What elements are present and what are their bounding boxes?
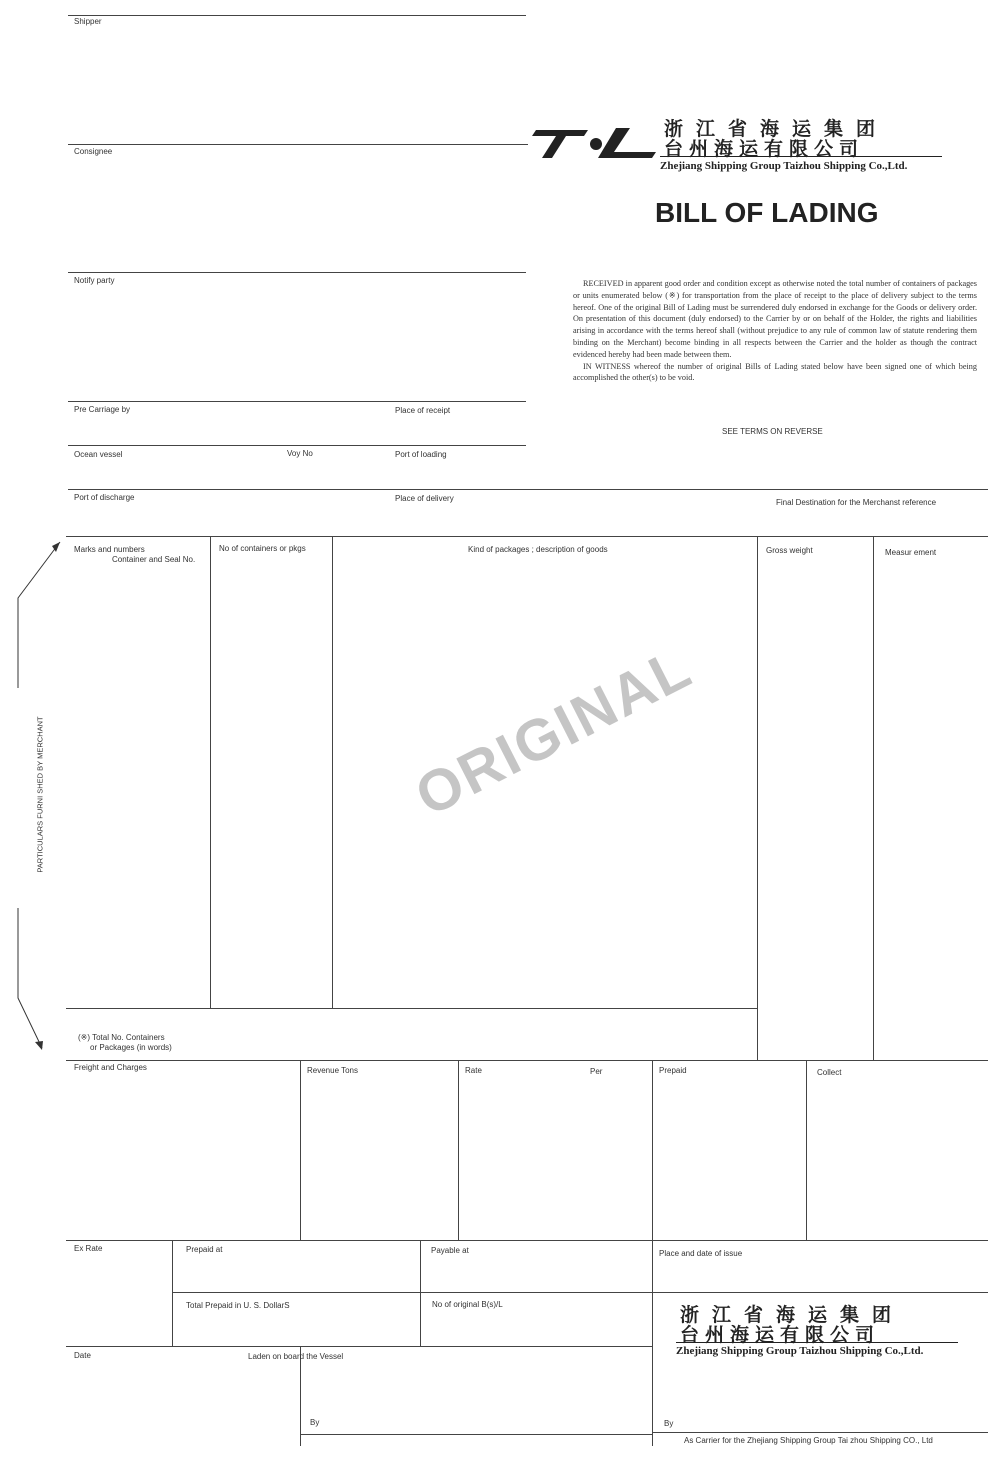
ocean-vessel-field[interactable]	[68, 460, 280, 486]
marks-numbers-label: Marks and numbers	[74, 545, 145, 554]
payable-at-label: Payable at	[431, 1246, 469, 1255]
no-original-bl-label: No of original B(s)/L	[432, 1300, 503, 1309]
port-of-loading-label: Port of loading	[395, 450, 447, 459]
terms-received-paragraph: RECEIVED in apparent good order and condition except as otherwise noted the total number of containers of packages or units enumerated below (※) for transportation from the place of receipt to the place of delivery subject to the terms hereof. One of the original Bill of Lading must be surrendered duly endorsed in exchange for the Goods or delivery order. On presentation of this document (duly endorsed) to the Carrier by or on behalf of the Holder, the rights and liabilities arising in accordance with the terms hereof shall (without prejudice to any rule of common law of statute rendering them binding on the Merchant) become binding in all respects between the Carrier and the holder as though the contract evidenced hereby had been made between them.	[573, 279, 977, 359]
measurement-label: Measur ement	[885, 548, 937, 557]
company-chinese-line1: 浙江省海运集团	[664, 118, 889, 140]
place-of-receipt-label: Place of receipt	[395, 406, 451, 415]
company-chinese-line2: 台州海运有限公司	[664, 138, 865, 160]
measurement-field[interactable]	[876, 560, 986, 1056]
consignee-top-rule	[68, 144, 528, 145]
shipper-top-rule	[68, 15, 526, 16]
port-of-loading-field[interactable]	[390, 460, 526, 486]
goods-body-bottom-rule	[66, 1008, 757, 1009]
routing-rule-3	[68, 489, 988, 490]
total-packages-words-field[interactable]	[210, 1012, 754, 1056]
place-of-receipt-field[interactable]	[390, 416, 526, 442]
charges-col-divider-4	[806, 1060, 807, 1240]
shipper-label: Shipper	[74, 17, 102, 26]
pre-carriage-label: Pre Carriage by	[74, 405, 131, 414]
collect-field[interactable]	[810, 1080, 986, 1236]
charges-top-rule	[66, 1060, 988, 1061]
signature-name-rule	[676, 1342, 958, 1343]
gross-weight-label: Gross weight	[766, 546, 813, 555]
per-label: Per	[590, 1067, 603, 1076]
as-carrier-label: As Carrier for the Zhejiang Shipping Group Tai zhou Shipping CO., Ltd	[684, 1436, 933, 1445]
container-seal-label: Container and Seal No.	[112, 555, 196, 564]
revenue-tons-label: Revenue Tons	[307, 1066, 358, 1075]
no-containers-field[interactable]	[214, 556, 328, 1004]
gross-weight-field[interactable]	[760, 558, 870, 1056]
by-right-rule	[652, 1432, 988, 1433]
goods-col-divider-1	[210, 537, 211, 1008]
ocean-vessel-label: Ocean vessel	[74, 450, 123, 459]
prepaid-at-label: Prepaid at	[186, 1245, 223, 1254]
kind-of-packages-label: Kind of packages ; description of goods	[468, 545, 608, 554]
freight-charges-label: Freight and Charges	[74, 1063, 147, 1072]
ex-rate-field[interactable]	[68, 1256, 168, 1342]
final-destination-label: Final Destination for the Merchanst reference	[776, 498, 937, 507]
port-of-discharge-label: Port of discharge	[74, 493, 135, 502]
by-left-rule	[300, 1434, 652, 1435]
charges-col-divider-3	[652, 1060, 653, 1240]
no-original-bl-field[interactable]	[424, 1312, 648, 1342]
company-english-name: Zhejiang Shipping Group Taizhou Shipping Co.,Ltd.	[660, 160, 908, 172]
signature-chinese-line2: 台州海运有限公司	[680, 1324, 881, 1346]
laden-on-board-field[interactable]	[304, 1364, 648, 1414]
terms-block	[573, 278, 977, 384]
bottom-top-rule	[66, 1240, 988, 1241]
prepaid-at-field[interactable]	[176, 1256, 416, 1288]
shipper-field[interactable]	[68, 28, 526, 140]
freight-charges-field[interactable]	[68, 1076, 296, 1236]
prepaid-label: Prepaid	[659, 1066, 687, 1075]
bottom-col-divider-3	[652, 1240, 653, 1446]
see-terms-reverse: SEE TERMS ON REVERSE	[722, 427, 823, 436]
pre-carriage-field[interactable]	[68, 416, 378, 442]
company-name-rule	[660, 156, 942, 157]
description-of-goods-field[interactable]	[336, 558, 754, 1004]
goods-col-divider-2	[332, 537, 333, 1008]
tsl-logo-icon	[530, 124, 658, 160]
company-logo	[530, 124, 658, 160]
rate-field[interactable]	[462, 1078, 582, 1236]
by-left-label: By	[310, 1418, 320, 1427]
prepaid-field[interactable]	[656, 1078, 802, 1236]
place-of-delivery-field[interactable]	[390, 504, 670, 532]
total-prepaid-label: Total Prepaid in U. S. DollarS	[186, 1301, 290, 1310]
goods-col-divider-4	[873, 537, 874, 1060]
place-of-delivery-label: Place of delivery	[395, 494, 454, 503]
marks-numbers-field[interactable]	[68, 568, 208, 1004]
bottom-col-divider-2	[420, 1240, 421, 1346]
bottom-col-divider-1	[172, 1240, 173, 1346]
by-right-label: By	[664, 1419, 674, 1428]
signature-chinese-line1: 浙江省海运集团	[680, 1304, 905, 1326]
bottom-mid-rule	[172, 1292, 652, 1293]
consignee-label: Consignee	[74, 147, 113, 156]
particulars-furnished-label: PARTICULARS FURNI SHED BY MERCHANT	[35, 716, 45, 873]
final-destination-field[interactable]	[770, 510, 986, 534]
notify-party-label: Notify party	[74, 276, 115, 285]
by-right-signature-field[interactable]	[680, 1410, 986, 1430]
laden-on-board-label: Laden on board the Vessel	[248, 1352, 344, 1361]
issue-rule	[652, 1292, 988, 1293]
bottom-col-divider-4	[300, 1346, 301, 1446]
notify-top-rule	[68, 272, 526, 273]
port-of-discharge-field[interactable]	[68, 504, 378, 532]
date-field[interactable]	[68, 1362, 296, 1432]
rate-label: Rate	[465, 1066, 482, 1075]
bottom-lower-rule	[66, 1346, 652, 1347]
signature-english-name: Zhejiang Shipping Group Taizhou Shipping Co.,Ltd.	[676, 1345, 924, 1357]
goods-table-top-rule	[66, 536, 988, 537]
routing-rule-1	[68, 401, 526, 402]
charges-col-divider-2	[458, 1060, 459, 1240]
total-containers-label: (※) Total No. Containers	[78, 1033, 165, 1042]
original-stamp: ORIGINAL	[405, 634, 702, 829]
total-packages-words-label: or Packages (in words)	[90, 1043, 172, 1052]
document-title: BILL OF LADING	[655, 197, 879, 228]
date-label: Date	[74, 1351, 91, 1360]
payable-at-field[interactable]	[424, 1256, 648, 1288]
total-prepaid-field[interactable]	[176, 1312, 416, 1342]
per-field[interactable]	[586, 1078, 648, 1236]
no-containers-label: No of containers or pkgs	[219, 544, 306, 553]
voy-no-label: Voy No	[287, 449, 313, 458]
terms-witness-paragraph: IN WITNESS whereof the number of original Bills of Lading stated below have been signed one of which being accomplished the other(s) to be void.	[573, 361, 977, 383]
charges-col-divider-1	[300, 1060, 301, 1240]
by-left-signature-field[interactable]	[326, 1412, 646, 1432]
routing-rule-2	[68, 445, 526, 446]
place-date-issue-field[interactable]	[656, 1260, 986, 1290]
voy-no-field[interactable]	[284, 460, 384, 486]
place-date-issue-label: Place and date of issue	[659, 1249, 743, 1258]
collect-label: Collect	[817, 1068, 842, 1077]
revenue-tons-field[interactable]	[304, 1078, 454, 1236]
consignee-field[interactable]	[68, 158, 526, 268]
goods-col-divider-3	[757, 537, 758, 1060]
ex-rate-label: Ex Rate	[74, 1244, 103, 1253]
notify-party-field[interactable]	[68, 288, 526, 398]
